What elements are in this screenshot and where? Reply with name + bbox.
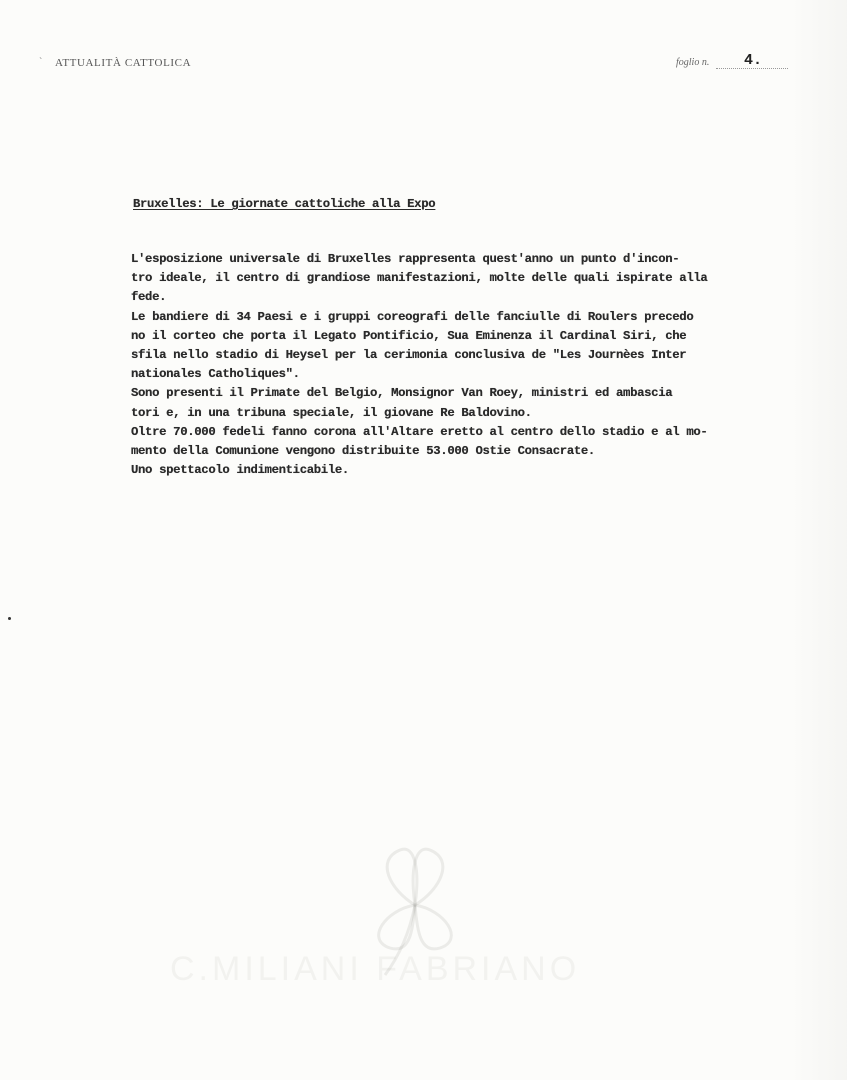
publication-name: ATTUALITÀ CATTOLICA (55, 57, 192, 69)
body-line: tori e, in una tribuna speciale, il giovane Re Baldovino. (131, 405, 532, 420)
publication-header (39, 57, 192, 69)
watermark-text: C.MILIANI FABRIANO (170, 950, 581, 988)
body-line: mento della Comunione vengono distribuite 53.000 Ostie Consacrate. (131, 443, 595, 458)
body-line: tro ideale, il centro di grandiose manifestazioni, molte delle quali ispirate alla (131, 271, 708, 286)
body-line: Sono presenti il Primate del Belgio, Monsignor Van Roey, ministri ed ambascia (131, 386, 673, 401)
body-line: nationales Catholiques". (131, 367, 300, 382)
folio-number: 4. (744, 52, 763, 69)
body-line: Oltre 70.000 fedeli fanno corona all'Altare eretto al centro dello stadio e al mo- (131, 424, 708, 439)
paper-speck (8, 617, 11, 620)
folio-label: foglio n. (676, 57, 710, 68)
body-line: fede. (131, 290, 167, 305)
body-line: sfila nello stadio di Heysel per la cerimonia conclusiva de "Les Journèes Inter (131, 347, 687, 362)
article-body (131, 250, 801, 480)
folio-header (676, 52, 788, 72)
margin-mark: ` (39, 57, 43, 68)
body-line: Uno spettacolo indimenticabile. (131, 463, 349, 478)
page-edge-shadow (790, 0, 847, 1080)
body-line: no il corteo che porta il Legato Pontificio, Sua Eminenza il Cardinal Siri, che (131, 328, 687, 343)
article-title: Bruxelles: Le giornate cattoliche alla Expo (133, 197, 436, 211)
body-line: Le bandiere di 34 Paesi e i gruppi coreografi delle fanciulle di Roulers precedo (131, 309, 694, 324)
body-line: L'esposizione universale di Bruxelles rappresenta quest'anno un punto d'incon- (131, 252, 680, 266)
